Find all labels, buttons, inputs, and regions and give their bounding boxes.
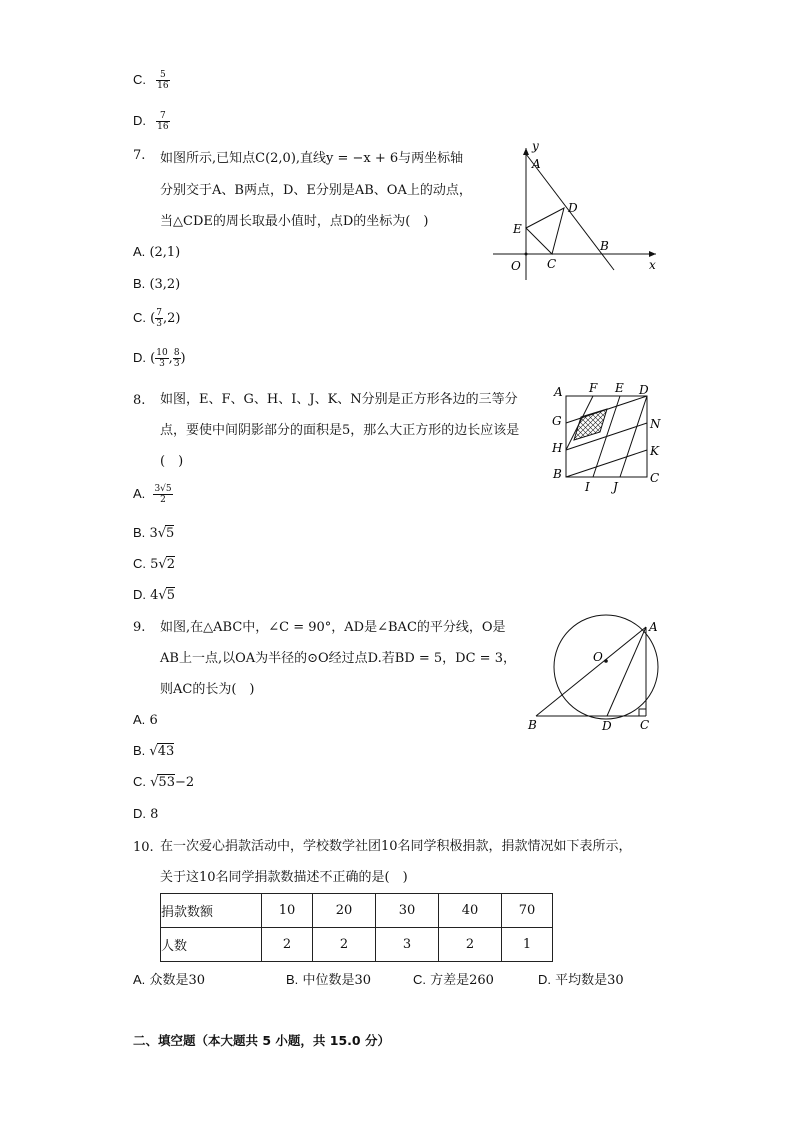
label-b: B: [600, 239, 609, 253]
fraction: $\frac{5}{16}$: [157, 70, 169, 91]
label-d: D: [568, 201, 578, 215]
center-point: [604, 659, 608, 663]
table-cell: 1: [502, 928, 553, 962]
label-b: B: [528, 718, 537, 732]
label-y: y: [532, 139, 539, 153]
table-cell: 2: [262, 928, 313, 962]
label-j: J: [613, 480, 618, 494]
table-row: [161, 928, 553, 962]
label-h: H: [552, 441, 563, 455]
q7-option-a: A. (2,1): [133, 244, 181, 260]
q10-option-d: D. 平均数是30: [538, 972, 624, 988]
fraction: $\frac{8}{3}$: [173, 348, 180, 369]
donation-table: [160, 893, 553, 962]
q7-option-b: B. (3,2): [133, 276, 181, 292]
label-i: I: [585, 480, 590, 494]
q8-number: 8.: [133, 393, 146, 408]
table-cell: 40: [439, 894, 502, 928]
label-o: O: [593, 650, 603, 664]
label-x: x: [649, 258, 656, 272]
q7-line2: 分别交于A、B两点，D、E分别是AB、OA上的动点，: [160, 183, 472, 198]
q8-option-d: D. 4√5: [133, 587, 175, 603]
q6-option-d: D. $\frac{7}{16}$: [133, 111, 169, 132]
fraction: $\frac{7}{3}$: [156, 308, 162, 329]
fraction: $\frac{10}{3}$: [156, 348, 168, 369]
q10-option-c: C. 方差是260: [413, 972, 494, 988]
q9-line3: 则AC的长为( ): [160, 682, 255, 697]
label-n: N: [650, 417, 661, 431]
line-b-k: [566, 450, 647, 477]
q10-line2: 关于这10名同学捐款数描述不正确的是( ): [160, 870, 408, 885]
q9-circle-figure: [518, 605, 668, 735]
q8-line1: 如图，E、F、G、H、I、J、K、N分别是正方形各边的三等分: [160, 392, 518, 407]
table-cell: 3: [376, 928, 439, 962]
label-e: E: [615, 381, 624, 395]
q7-line3: 当△CDE的周长取最小值时，点D的坐标为( ): [160, 214, 429, 229]
q7-number: 7.: [133, 148, 146, 163]
q9-option-a: A. 6: [133, 712, 158, 728]
q10-option-a: A. 众数是30: [133, 972, 205, 988]
q10-number: 10.: [133, 840, 154, 855]
fraction: $\frac{3√5}{2}$: [154, 484, 172, 505]
table-cell: 捐款数额: [161, 894, 262, 928]
table-cell: 30: [376, 894, 439, 928]
label-a: A: [649, 620, 658, 634]
table-cell: 2: [313, 928, 376, 962]
q9-option-c: C. √53−2: [133, 774, 195, 790]
table-cell: 20: [313, 894, 376, 928]
table-cell: 70: [502, 894, 553, 928]
q8-line3: ( ): [160, 454, 184, 469]
label-g: G: [552, 414, 562, 428]
q7-line1: 如图所示,已知点C(2,0),直线y = −x + 6与两坐标轴: [160, 151, 464, 166]
label-k: K: [650, 444, 659, 458]
q8-option-b: B. 3√5: [133, 525, 175, 541]
q7-option-d: D. ( $\frac{10}{3}$ , $\frac{8}{3}$ ): [133, 348, 186, 369]
label-b: B: [553, 467, 562, 481]
label-a: A: [554, 385, 563, 399]
q7-option-c: C. ( $\frac{7}{3}$ ,2): [133, 308, 181, 329]
right-angle-mark: [639, 709, 646, 716]
circle-o: [554, 615, 658, 719]
section-heading: 二、填空题（本大题共 5 小题，共 15.0 分）: [133, 1033, 390, 1048]
q7-coordinate-figure: [488, 140, 668, 280]
q8-line2: 点，要使中间阴影部分的面积是5，那么大正方形的边长应该是: [160, 423, 520, 438]
label-e: E: [513, 222, 522, 236]
label-c: C: [650, 471, 660, 485]
label-o: O: [511, 259, 521, 273]
label-c: C: [547, 257, 557, 271]
q9-option-b: B. √43: [133, 743, 175, 759]
fraction: $\frac{7}{16}$: [157, 111, 169, 132]
label-f: F: [589, 381, 598, 395]
y-axis-arrow: [523, 148, 529, 155]
q9-line1: 如图,在△ABC中，∠C = 90°，AD是∠BAC的平分线，O是: [160, 620, 506, 635]
q8-square-figure: [548, 380, 668, 494]
segment-ba: [536, 627, 646, 716]
origin-point: [525, 253, 528, 256]
q10-line1: 在一次爱心捐款活动中，学校数学社团10名同学积极捐款，捐款情况如下表所示，: [160, 839, 632, 854]
table-cell: 10: [262, 894, 313, 928]
label-d: D: [602, 719, 612, 733]
label-d: D: [639, 383, 649, 397]
triangle-cde: [526, 208, 564, 254]
label-a: A: [532, 157, 541, 171]
q9-number: 9.: [133, 620, 146, 635]
q9-line2: AB上一点,以OA为半径的⊙O经过点D.若BD = 5，DC = 3，: [160, 651, 516, 666]
segment-da: [607, 627, 646, 716]
q9-option-d: D. 8: [133, 806, 159, 822]
table-cell: 人数: [161, 928, 262, 962]
x-axis-arrow: [649, 251, 656, 257]
q6-option-c: C. $\frac{5}{16}$: [133, 70, 169, 91]
label-c: C: [640, 718, 650, 732]
q10-option-b: B. 中位数是30: [286, 972, 371, 988]
shaded-region: [574, 409, 607, 440]
line-d-j: [620, 396, 647, 477]
q8-option-a: A. $\frac{3√5}{2}$: [133, 484, 172, 505]
q8-option-c: C. 5√2: [133, 556, 175, 572]
table-row: [161, 894, 553, 928]
table-cell: 2: [439, 928, 502, 962]
